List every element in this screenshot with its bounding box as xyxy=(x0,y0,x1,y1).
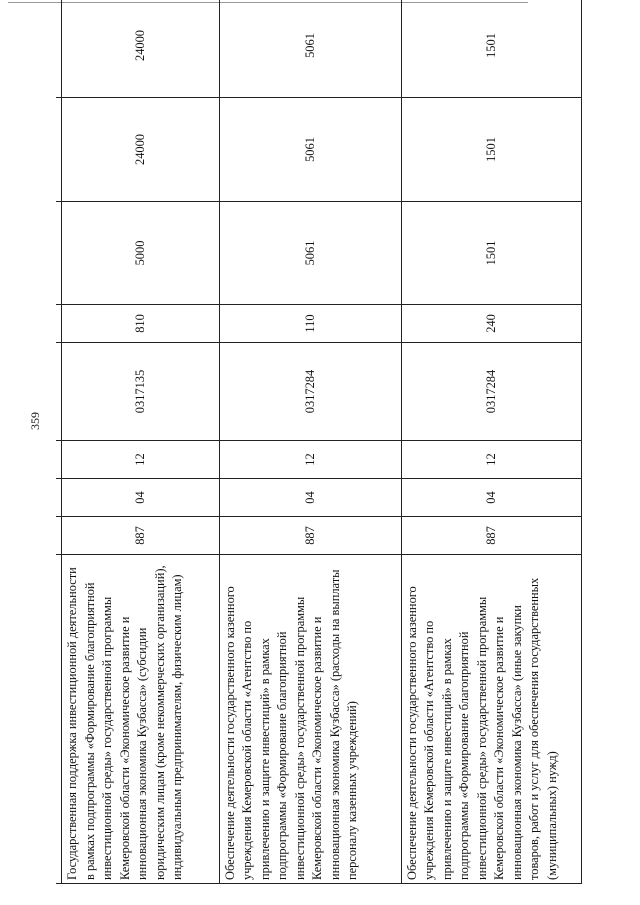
target-article-code: 0317135 xyxy=(62,343,220,441)
row-description: Обеспечение деятельности государственного казенного учреждения Кемеровской области «Агентство по привлечению и защите инвестиций» в рамках подпрограммы «Формирование благоприятной инвестиционной среды» государственной программы Кемеровской области «Экономическое развитие и инновационная экономика Кузбасса» (расходы на выплаты персоналу казенных учреждений) xyxy=(219,555,401,884)
expense-type-code: 810 xyxy=(62,305,220,343)
table-row xyxy=(219,0,401,884)
amount-3: 1501 xyxy=(401,0,581,98)
section-code: 04 xyxy=(219,479,401,517)
section-code: 04 xyxy=(62,479,220,517)
table-row xyxy=(62,0,220,884)
amount-1: 1501 xyxy=(401,202,581,305)
expense-type-code: 110 xyxy=(219,305,401,343)
target-article-code: 0317284 xyxy=(219,343,401,441)
page-number: 359 xyxy=(28,412,42,430)
amount-2: 24000 xyxy=(62,98,220,202)
ministry-code: 887 xyxy=(401,517,581,555)
rotated-page-content xyxy=(56,30,582,884)
ministry-code: 887 xyxy=(62,517,220,555)
ministry-code: 887 xyxy=(219,517,401,555)
amount-1: 5061 xyxy=(219,202,401,305)
amount-2: 1501 xyxy=(401,98,581,202)
subsection-code: 12 xyxy=(62,441,220,479)
table-row xyxy=(401,0,581,884)
expense-type-code: 240 xyxy=(401,305,581,343)
subsection-code: 12 xyxy=(401,441,581,479)
section-code: 04 xyxy=(401,479,581,517)
row-description: Обеспечение деятельности государственного казенного учреждения Кемеровской области «Агентство по привлечению и защите инвестиций» в рамках подпрограммы «Формирование благоприятной инвестиционной среды» государственной программы Кемеровской области «Экономическое развитие и инновационная экономика Кузбасса» (иные закупки товаров, работ и услуг для обеспечения государственных (муниципальных) нужд) xyxy=(401,555,581,884)
budget-table xyxy=(56,0,582,884)
amount-3: 5061 xyxy=(219,0,401,98)
subsection-code: 12 xyxy=(219,441,401,479)
amount-2: 5061 xyxy=(219,98,401,202)
amount-1: 5000 xyxy=(62,202,220,305)
target-article-code: 0317284 xyxy=(401,343,581,441)
row-description: Государственная поддержка инвестиционной деятельности в рамках подпрограммы «Формирование благоприятной инвестиционной среды» государственной программы Кемеровской области «Экономическое развитие и инновационная экономика Кузбасса» (субсидии юридическим лицам (кроме некоммерческих организаций), индивидуальным предпринимателям, физическим лицам) xyxy=(62,555,220,884)
amount-3: 24000 xyxy=(62,0,220,98)
